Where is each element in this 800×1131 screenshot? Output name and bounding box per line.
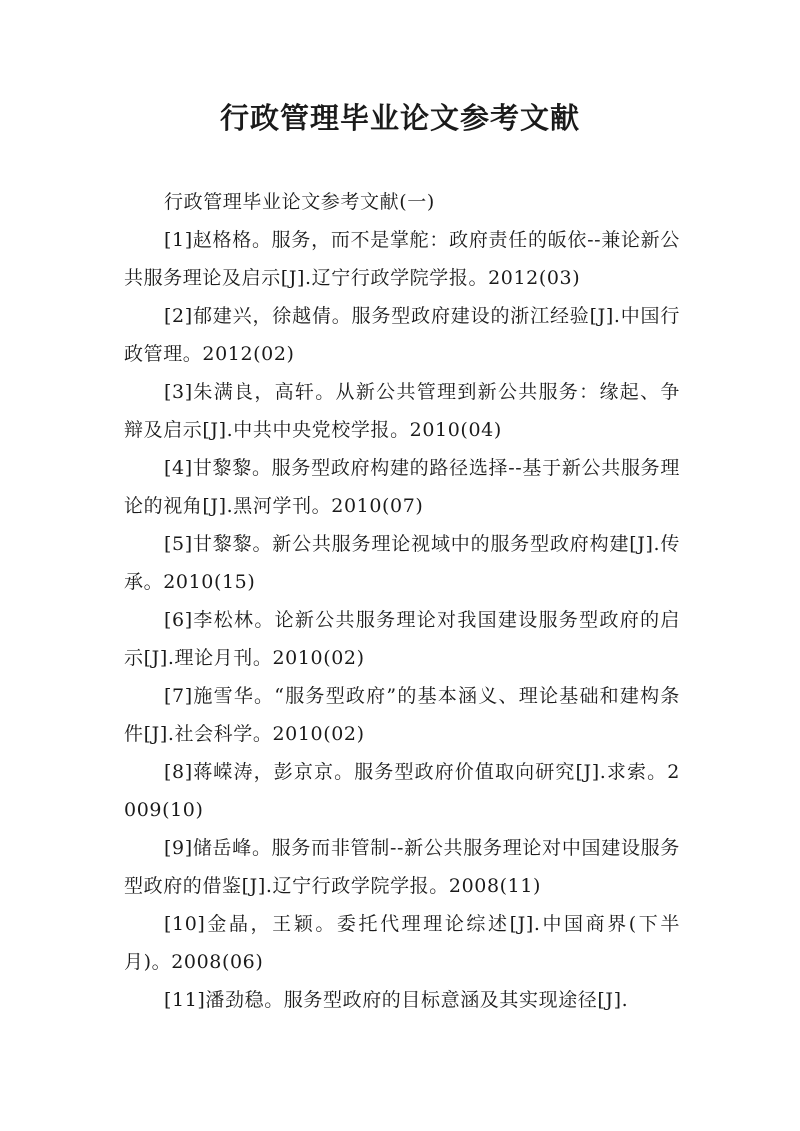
section-heading: 行政管理毕业论文参考文献(一) — [164, 191, 435, 213]
document-body — [124, 183, 680, 1019]
reference-item: [2]郁建兴，徐越倩。服务型政府建设的浙江经验[J].中国行政管理。2012(02) — [124, 305, 680, 365]
reference-item: [8]蒋嵘涛，彭京京。服务型政府价值取向研究[J].求索。2009(10) — [124, 761, 680, 821]
reference-item: [10]金晶，王颖。委托代理理论综述[J].中国商界(下半月)。2008(06) — [124, 913, 680, 973]
reference-item: [6]李松林。论新公共服务理论对我国建设服务型政府的启示[J].理论月刊。2010(02) — [124, 609, 680, 669]
reference-item: [11]潘劲稳。服务型政府的目标意涵及其实现途径[J]. — [164, 989, 629, 1011]
reference-item: [3]朱满良，高轩。从新公共管理到新公共服务：缘起、争辩及启示[J].中共中央党校学报。2010(04) — [124, 381, 680, 441]
reference-item: [9]储岳峰。服务而非管制--新公共服务理论对中国建设服务型政府的借鉴[J].辽宁行政学院学报。2008(11) — [124, 837, 680, 897]
reference-item: [1]赵格格。服务，而不是掌舵：政府责任的皈依--兼论新公共服务理论及启示[J].辽宁行政学院学报。2012(03) — [124, 229, 680, 289]
reference-item: [7]施雪华。“服务型政府”的基本涵义、理论基础和建构条件[J].社会科学。2010(02) — [124, 685, 680, 745]
reference-item: [4]甘黎黎。服务型政府构建的路径选择--基于新公共服务理论的视角[J].黑河学刊。2010(07) — [124, 457, 680, 517]
document-title: 行政管理毕业论文参考文献 — [219, 101, 580, 135]
reference-item: [5]甘黎黎。新公共服务理论视域中的服务型政府构建[J].传承。2010(15) — [124, 533, 680, 593]
